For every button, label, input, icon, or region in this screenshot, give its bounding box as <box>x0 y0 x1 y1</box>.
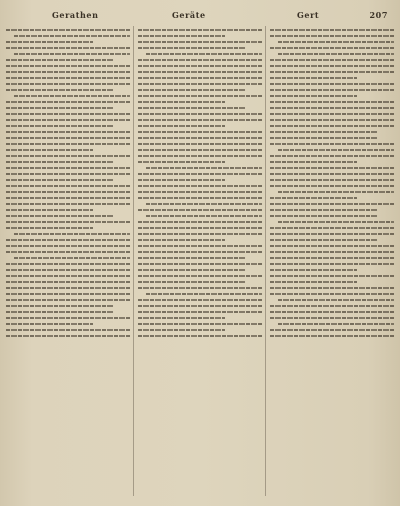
text-line-placeholder <box>138 137 262 139</box>
text-line-placeholder <box>138 317 225 319</box>
text-line-placeholder <box>138 59 262 61</box>
text-line-placeholder <box>138 197 262 199</box>
text-line-placeholder <box>270 215 377 217</box>
text-line-placeholder <box>270 233 394 235</box>
text-line-placeholder <box>146 293 262 295</box>
text-line-placeholder <box>278 299 394 301</box>
text-line-placeholder <box>138 221 262 223</box>
text-line-placeholder <box>270 203 394 205</box>
text-line-placeholder <box>138 245 262 247</box>
text-line-placeholder <box>138 251 262 253</box>
column-rule <box>133 26 134 496</box>
text-line-placeholder <box>6 263 130 265</box>
text-line-placeholder <box>138 209 262 211</box>
page-number: 207 <box>369 10 388 20</box>
text-line-placeholder <box>6 269 130 271</box>
text-line-placeholder <box>270 167 394 169</box>
header-middle-word: Geräte <box>172 10 206 20</box>
text-line-placeholder <box>270 113 394 115</box>
text-line-placeholder <box>138 149 262 151</box>
text-line-placeholder <box>138 299 262 301</box>
text-line-placeholder <box>6 317 130 319</box>
text-line-placeholder <box>6 83 130 85</box>
text-line-placeholder <box>270 161 357 163</box>
running-header <box>10 8 388 22</box>
text-line-placeholder <box>138 311 262 313</box>
column-rule <box>265 26 266 496</box>
text-line-placeholder <box>6 305 113 307</box>
text-line-placeholder <box>270 239 377 241</box>
text-line-placeholder <box>6 203 130 205</box>
text-line-placeholder <box>138 83 262 85</box>
text-line-placeholder <box>270 227 394 229</box>
text-line-placeholder <box>270 83 394 85</box>
text-line-placeholder <box>6 173 130 175</box>
text-line-placeholder <box>270 281 357 283</box>
text-line-placeholder <box>138 233 262 235</box>
text-line-placeholder <box>6 215 113 217</box>
text-line-placeholder <box>138 179 225 181</box>
text-line-placeholder <box>270 77 357 79</box>
text-line-placeholder <box>138 107 245 109</box>
text-line-placeholder <box>6 191 130 193</box>
text-line-placeholder <box>270 125 394 127</box>
text-line-placeholder <box>6 113 130 115</box>
text-line-placeholder <box>6 323 93 325</box>
text-line-placeholder <box>270 329 394 331</box>
text-line-placeholder <box>6 335 130 337</box>
text-line-placeholder <box>270 89 394 91</box>
text-line-placeholder <box>278 323 394 325</box>
text-line-placeholder <box>270 65 394 67</box>
text-line-placeholder <box>6 71 130 73</box>
text-line-placeholder <box>14 233 130 235</box>
text-line-placeholder <box>270 335 394 337</box>
text-line-placeholder <box>6 209 93 211</box>
text-line-placeholder <box>6 125 113 127</box>
text-line-placeholder <box>14 53 130 55</box>
text-line-placeholder <box>138 269 245 271</box>
text-line-placeholder <box>270 317 394 319</box>
text-line-placeholder <box>6 65 130 67</box>
text-line-placeholder <box>270 143 394 145</box>
text-line-placeholder <box>138 29 262 31</box>
text-line-placeholder <box>138 323 262 325</box>
text-line-placeholder <box>138 257 245 259</box>
text-line-placeholder <box>6 221 130 223</box>
text-line-placeholder <box>6 287 130 289</box>
text-line-placeholder <box>6 143 130 145</box>
text-line-placeholder <box>6 311 113 313</box>
text-line-placeholder <box>6 185 130 187</box>
text-line-placeholder <box>6 155 130 157</box>
text-line-placeholder <box>138 329 225 331</box>
text-line-placeholder <box>6 251 130 253</box>
text-line-placeholder <box>138 173 262 175</box>
text-line-placeholder <box>138 161 225 163</box>
text-line-placeholder <box>270 287 394 289</box>
text-line-placeholder <box>270 173 394 175</box>
text-line-placeholder <box>138 263 262 265</box>
text-line-placeholder <box>6 29 130 31</box>
text-line-placeholder <box>270 209 377 211</box>
text-line-placeholder <box>14 35 130 37</box>
text-line-placeholder <box>6 299 130 301</box>
text-line-placeholder <box>6 101 130 103</box>
text-line-placeholder <box>6 59 113 61</box>
text-line-placeholder <box>278 53 394 55</box>
text-line-placeholder <box>270 155 394 157</box>
text-line-placeholder <box>270 59 394 61</box>
text-line-placeholder <box>270 35 394 37</box>
text-line-placeholder <box>6 107 113 109</box>
text-line-placeholder <box>270 119 394 121</box>
text-line-placeholder <box>138 95 262 97</box>
text-line-placeholder <box>270 71 394 73</box>
text-line-placeholder <box>270 95 357 97</box>
text-line-placeholder <box>138 113 262 115</box>
text-line-placeholder <box>146 167 262 169</box>
header-left-word: Gerathen <box>52 10 99 20</box>
text-line-placeholder <box>6 137 130 139</box>
text-line-placeholder <box>138 125 225 127</box>
text-line-placeholder <box>270 107 394 109</box>
text-line-placeholder <box>138 281 245 283</box>
text-line-placeholder <box>138 191 262 193</box>
text-line-placeholder <box>6 119 130 121</box>
text-line-placeholder <box>6 275 130 277</box>
text-line-placeholder <box>138 185 262 187</box>
text-line-placeholder <box>278 41 394 43</box>
text-line-placeholder <box>138 131 262 133</box>
text-line-placeholder <box>270 251 394 253</box>
text-column-middle <box>138 26 262 496</box>
text-line-placeholder <box>138 47 245 49</box>
text-line-placeholder <box>14 257 130 259</box>
text-line-placeholder <box>138 65 262 67</box>
text-line-placeholder <box>270 293 394 295</box>
text-line-placeholder <box>14 95 130 97</box>
text-line-placeholder <box>6 239 130 241</box>
text-line-placeholder <box>6 167 130 169</box>
text-line-placeholder <box>138 335 262 337</box>
text-line-placeholder <box>138 155 262 157</box>
text-line-placeholder <box>270 269 357 271</box>
text-line-placeholder <box>6 131 130 133</box>
text-line-placeholder <box>138 239 225 241</box>
text-line-placeholder <box>138 77 262 79</box>
text-line-placeholder <box>138 71 262 73</box>
text-line-placeholder <box>6 245 130 247</box>
text-line-placeholder <box>270 179 394 181</box>
text-line-placeholder <box>6 197 130 199</box>
text-column-right <box>270 26 394 496</box>
text-line-placeholder <box>270 197 357 199</box>
text-line-placeholder <box>146 215 262 217</box>
text-line-placeholder <box>138 227 262 229</box>
text-line-placeholder <box>278 221 394 223</box>
text-line-placeholder <box>6 47 130 49</box>
text-line-placeholder <box>6 149 93 151</box>
text-line-placeholder <box>6 329 130 331</box>
text-line-placeholder <box>270 131 377 133</box>
text-line-placeholder <box>270 263 394 265</box>
text-line-placeholder <box>270 257 394 259</box>
text-line-placeholder <box>6 281 130 283</box>
text-line-placeholder <box>270 305 394 307</box>
text-line-placeholder <box>270 101 394 103</box>
text-line-placeholder <box>6 227 93 229</box>
text-line-placeholder <box>146 203 262 205</box>
text-line-placeholder <box>146 53 262 55</box>
text-line-placeholder <box>6 77 130 79</box>
text-line-placeholder <box>278 191 394 193</box>
text-line-placeholder <box>138 119 262 121</box>
text-line-placeholder <box>6 89 113 91</box>
text-line-placeholder <box>138 305 262 307</box>
text-line-placeholder <box>270 311 394 313</box>
text-line-placeholder <box>6 179 113 181</box>
text-line-placeholder <box>270 275 394 277</box>
text-line-placeholder <box>138 41 262 43</box>
text-line-placeholder <box>138 101 225 103</box>
text-line-placeholder <box>270 137 377 139</box>
text-line-placeholder <box>270 185 394 187</box>
text-line-placeholder <box>270 47 394 49</box>
text-line-placeholder <box>6 41 93 43</box>
text-line-placeholder <box>138 275 262 277</box>
text-line-placeholder <box>138 89 245 91</box>
text-line-placeholder <box>138 143 262 145</box>
text-line-placeholder <box>138 287 262 289</box>
text-line-placeholder <box>6 293 130 295</box>
text-line-placeholder <box>278 149 394 151</box>
text-line-placeholder <box>270 245 394 247</box>
text-line-placeholder <box>270 29 394 31</box>
header-right-word: Gert <box>297 10 320 20</box>
text-line-placeholder <box>138 35 225 37</box>
text-column-left <box>6 26 130 496</box>
text-line-placeholder <box>6 161 113 163</box>
